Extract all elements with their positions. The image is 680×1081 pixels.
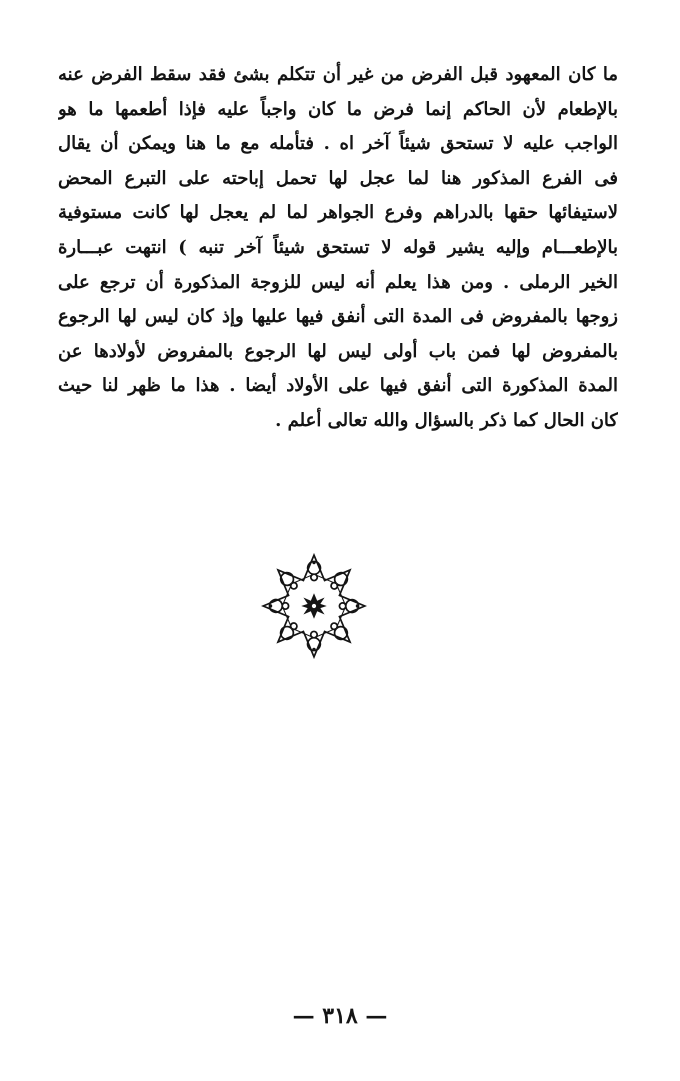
text-line-final: كان الحال كما ذكر بالسؤال والله تعالى أعلم . [275, 409, 618, 431]
text-line: بالإطعـــام وإليه يشير قوله لا تستحق شيئاً آخر تنبه ) انتهت عبـــارة [58, 236, 618, 258]
text-line: بالمفروض لها فمن باب أولى ليس لها الرجوع بالمفروض لأولادها عن [58, 340, 618, 362]
text-line: الواجب عليه لا تستحق شيئاً آخر اه . فتأمله مع ما هنا ويمكن أن يقال [58, 133, 618, 155]
text-line: المدة المذكورة التى أنفق فيها على الأولاد أيضا . هذا ما ظهر لنا حيث [58, 375, 618, 397]
star-rosette-ornament-icon [261, 553, 367, 659]
body-text [58, 58, 618, 439]
page-number: — ٣١٨ — [292, 1003, 388, 1029]
text-line: زوجها بالمفروض فى المدة التى أنفق فيها عليها وإذ كان ليس لها الرجوع [58, 306, 618, 328]
text-line: لاستيفائها حقها بالدراهم وفرع الجواهر لما لم يعجل لها كانت مستوفية [58, 202, 618, 224]
text-line: ما كان المعهود قبل الفرض من غير أن تتكلم بشئ فقد سقط الفرض عنه [58, 64, 618, 85]
text-line: فى الفرع المذكور هنا لما عجل لها تحمل إباحته على التبرع المحض [58, 167, 618, 189]
text-line: الخير الرملى . ومن هذا يعلم أنه ليس للزوجة المذكورة أن ترجع على [58, 271, 618, 293]
text-line: بالإطعام لأن الحاكم إنما فرض ما كان واجباً عليه فإذا أطعمها ما هو [58, 98, 618, 120]
